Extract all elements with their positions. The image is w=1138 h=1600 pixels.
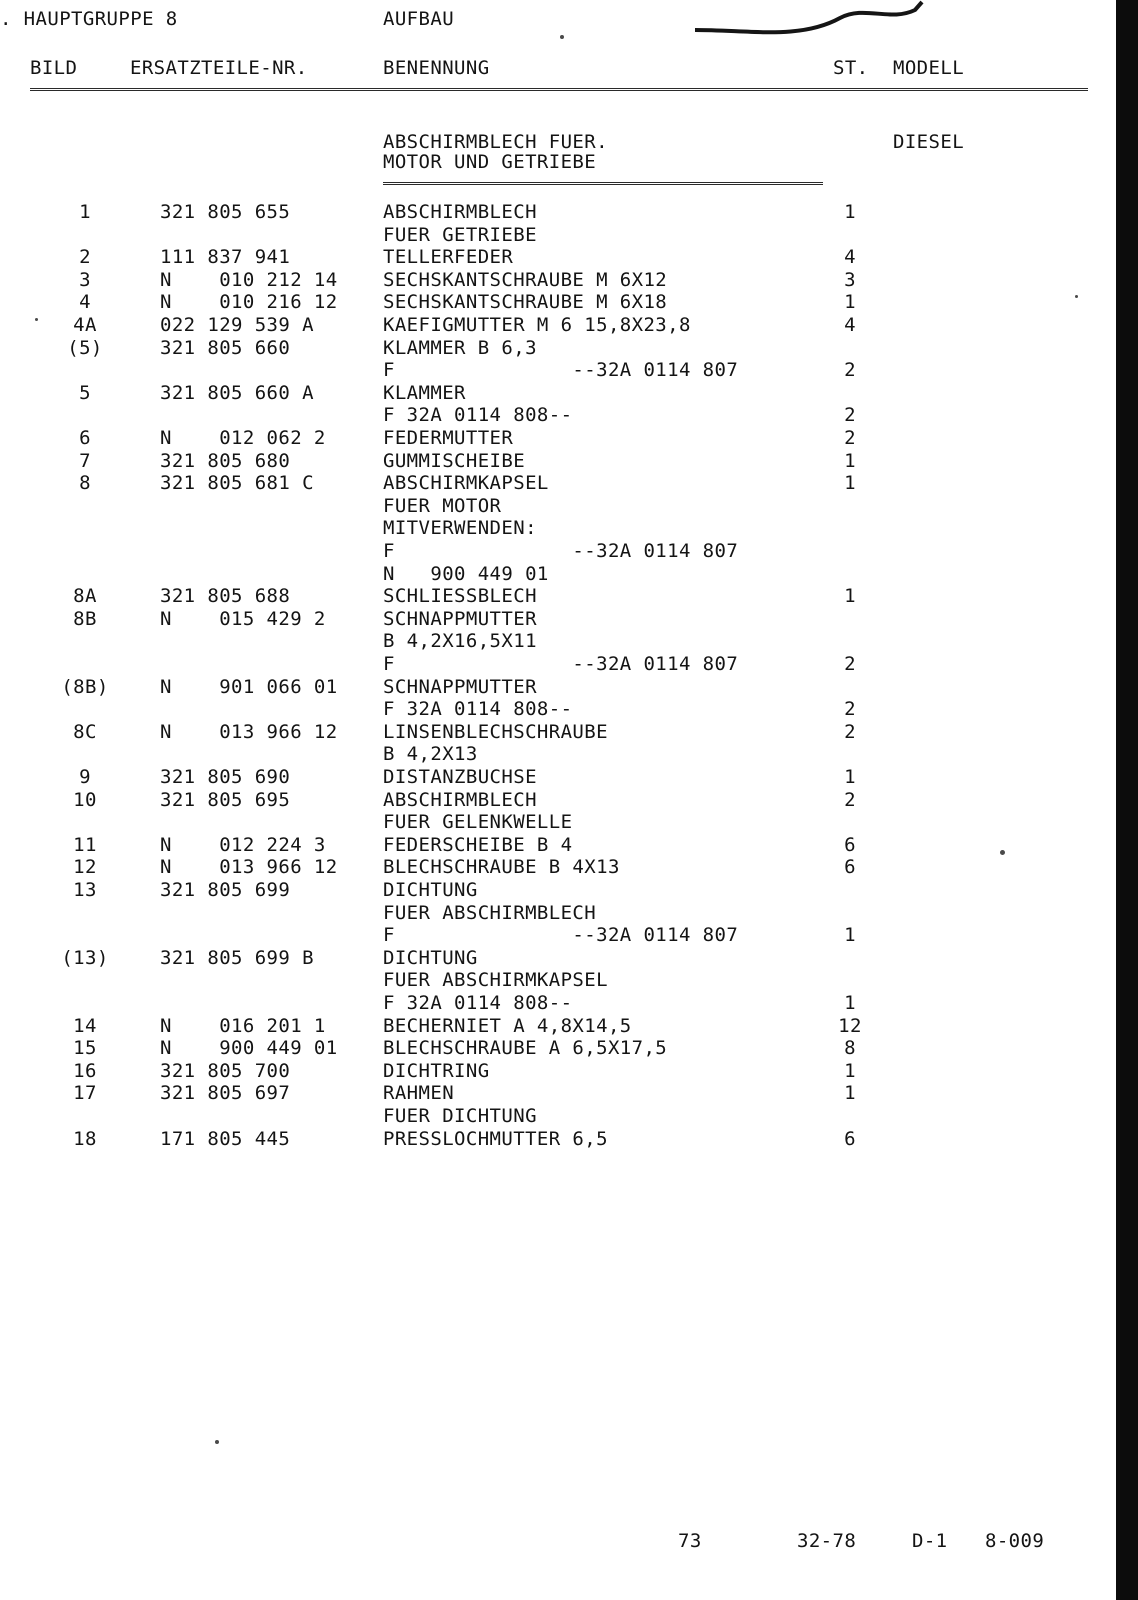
row-quantity: 2 [844, 404, 856, 427]
catalog-edition: D-1 [912, 1530, 948, 1552]
row-figure-number: (5) [67, 336, 103, 359]
row-description: DISTANZBUCHSE [383, 766, 537, 788]
row-part-number: 321 805 697 [160, 1082, 291, 1105]
row-quantity: 6 [844, 833, 856, 856]
row-figure-number: 3 [79, 268, 91, 291]
row-description: F --32A 0114 807 [383, 924, 739, 947]
row-description: BLECHSCHRAUBE A 6,5X17,5 [383, 1037, 668, 1060]
scan-speck [560, 35, 564, 39]
row-part-number: 321 805 680 [160, 449, 291, 472]
row-description: DICHTRING [383, 1059, 490, 1082]
row-description: F --32A 0114 807 [383, 359, 739, 382]
row-quantity: 1 [844, 1082, 856, 1105]
row-description: F 32A 0114 808-- [383, 992, 573, 1014]
row-description: MITVERWENDEN: [383, 517, 537, 540]
row-part-number: N 900 449 01 [160, 1037, 338, 1060]
row-description: FEDERMUTTER [383, 427, 514, 449]
row-figure-number: 8C [73, 720, 97, 743]
row-description: FUER ABSCHIRMBLECH [383, 901, 597, 924]
row-description: DICHTUNG [383, 946, 478, 969]
row-description: TELLERFEDER [383, 246, 514, 269]
row-description: FUER ABSCHIRMKAPSEL [383, 969, 608, 992]
column-header-name: BENENNUNG [383, 57, 490, 79]
row-figure-number: 6 [79, 427, 91, 449]
scan-edge-bar [1116, 0, 1138, 1600]
row-part-number: 321 805 695 [160, 788, 291, 811]
row-figure-number: 10 [73, 788, 97, 811]
row-part-number: 022 129 539 A [160, 314, 314, 336]
row-figure-number: 13 [73, 879, 97, 901]
row-quantity: 6 [844, 1127, 856, 1150]
row-description: ABSCHIRMBLECH [383, 788, 537, 811]
row-description: RAHMEN [383, 1082, 455, 1105]
row-description: BLECHSCHRAUBE B 4X13 [383, 856, 620, 879]
column-header-part-number: ERSATZTEILE-NR. [130, 57, 308, 79]
row-figure-number: 2 [79, 246, 91, 269]
row-figure-number: 14 [73, 1014, 97, 1037]
row-description: SECHSKANTSCHRAUBE M 6X18 [383, 291, 668, 314]
scan-speck [1075, 295, 1078, 298]
row-quantity: 2 [844, 788, 856, 811]
row-description: F --32A 0114 807 [383, 653, 739, 675]
row-figure-number: (13) [61, 946, 109, 969]
row-figure-number: 9 [79, 766, 91, 788]
column-header-model: MODELL [893, 57, 965, 79]
row-description: FEDERSCHEIBE B 4 [383, 833, 573, 856]
row-figure-number: 5 [79, 381, 91, 404]
row-quantity: 2 [844, 653, 856, 675]
row-quantity: 2 [844, 427, 856, 449]
page-number: 73 [678, 1530, 702, 1552]
section-title-line2: MOTOR UND GETRIEBE [383, 151, 597, 173]
row-quantity: 1 [844, 449, 856, 472]
row-description: F 32A 0114 808-- [383, 698, 573, 721]
scan-speck [215, 1440, 219, 1444]
row-description: B 4,2X13 [383, 743, 478, 766]
row-part-number: 321 805 681 C [160, 472, 314, 495]
row-figure-number: 8B [73, 607, 97, 630]
row-quantity: 4 [844, 314, 856, 336]
row-figure-number: 16 [73, 1059, 97, 1082]
row-quantity: 1 [844, 1059, 856, 1082]
row-figure-number: 7 [79, 449, 91, 472]
row-quantity: 1 [844, 585, 856, 608]
row-part-number: 321 805 655 [160, 201, 291, 223]
row-part-number: 171 805 445 [160, 1127, 291, 1150]
row-description: GUMMISCHEIBE [383, 449, 526, 472]
row-description: SCHLIESSBLECH [383, 585, 537, 608]
row-quantity: 2 [844, 698, 856, 721]
row-description: DICHTUNG [383, 879, 478, 901]
row-figure-number: 4A [73, 314, 97, 336]
row-description: PRESSLOCHMUTTER 6,5 [383, 1127, 608, 1150]
scan-speck [35, 318, 38, 321]
row-quantity: 8 [844, 1037, 856, 1060]
row-part-number: N 013 966 12 [160, 856, 338, 879]
row-description: F --32A 0114 807 [383, 540, 739, 562]
row-description: KAEFIGMUTTER M 6 15,8X23,8 [383, 314, 691, 336]
catalog-code: 32-78 [797, 1530, 857, 1552]
row-quantity: 3 [844, 268, 856, 291]
column-header-bild: BILD [30, 57, 78, 79]
row-description: FUER GETRIEBE [383, 223, 537, 246]
row-description: N 900 449 01 [383, 562, 549, 585]
row-quantity: 1 [844, 924, 856, 947]
row-figure-number: 11 [73, 833, 97, 856]
row-figure-number: 18 [73, 1127, 97, 1150]
row-figure-number: (8B) [61, 675, 109, 698]
row-quantity: 6 [844, 856, 856, 879]
row-part-number: N 010 212 14 [160, 268, 338, 291]
catalog-sheet: 8-009 [985, 1530, 1045, 1552]
row-figure-number: 17 [73, 1082, 97, 1105]
pen-stroke-mark [690, 0, 960, 50]
row-part-number: N 012 062 2 [160, 427, 326, 449]
row-description: F 32A 0114 808-- [383, 404, 573, 427]
row-quantity: 1 [844, 472, 856, 495]
section-title-line1: ABSCHIRMBLECH FUER. [383, 131, 608, 153]
column-header-quantity: ST. [833, 57, 869, 79]
row-description: FUER GELENKWELLE [383, 811, 573, 834]
row-quantity: 2 [844, 359, 856, 382]
row-figure-number: 12 [73, 856, 97, 879]
row-part-number: 321 805 688 [160, 585, 291, 608]
row-part-number: N 015 429 2 [160, 607, 326, 630]
row-figure-number: 8 [79, 472, 91, 495]
row-figure-number: 1 [79, 201, 91, 223]
row-part-number: 321 805 660 A [160, 381, 314, 404]
row-quantity: 1 [844, 992, 856, 1014]
row-part-number: N 901 066 01 [160, 675, 338, 698]
row-quantity: 1 [844, 291, 856, 314]
row-part-number: 321 805 660 [160, 336, 291, 359]
row-description: FUER MOTOR [383, 494, 502, 517]
row-description: BECHERNIET A 4,8X14,5 [383, 1014, 632, 1037]
row-part-number: 321 805 699 [160, 879, 291, 901]
model-label: DIESEL [893, 131, 965, 153]
row-part-number: N 010 216 12 [160, 291, 338, 314]
title-double-rule [383, 182, 823, 189]
row-description: LINSENBLECHSCHRAUBE [383, 720, 608, 743]
row-part-number: 321 805 700 [160, 1059, 291, 1082]
row-description: SECHSKANTSCHRAUBE M 6X12 [383, 268, 668, 291]
main-group-label: . HAUPTGRUPPE 8 [0, 8, 178, 30]
row-part-number: 321 805 699 B [160, 946, 314, 969]
row-part-number: 111 837 941 [160, 246, 291, 269]
row-description: SCHNAPPMUTTER [383, 675, 537, 698]
row-description: KLAMMER [383, 381, 466, 404]
row-description: KLAMMER B 6,3 [383, 336, 537, 359]
row-figure-number: 4 [79, 291, 91, 314]
row-description: ABSCHIRMBLECH [383, 201, 537, 223]
row-quantity: 1 [844, 201, 856, 223]
header-double-rule [30, 88, 1088, 95]
row-quantity: 12 [838, 1014, 862, 1037]
row-part-number: N 012 224 3 [160, 833, 326, 856]
scan-speck [1000, 850, 1005, 855]
row-description: SCHNAPPMUTTER [383, 607, 537, 630]
row-description: ABSCHIRMKAPSEL [383, 472, 549, 495]
row-figure-number: 8A [73, 585, 97, 608]
row-quantity: 2 [844, 720, 856, 743]
row-part-number: N 013 966 12 [160, 720, 338, 743]
row-figure-number: 15 [73, 1037, 97, 1060]
row-description: B 4,2X16,5X11 [383, 630, 537, 653]
row-quantity: 1 [844, 766, 856, 788]
row-part-number: 321 805 690 [160, 766, 291, 788]
section-label: AUFBAU [383, 8, 455, 30]
row-quantity: 4 [844, 246, 856, 269]
row-part-number: N 016 201 1 [160, 1014, 326, 1037]
row-description: FUER DICHTUNG [383, 1105, 537, 1127]
